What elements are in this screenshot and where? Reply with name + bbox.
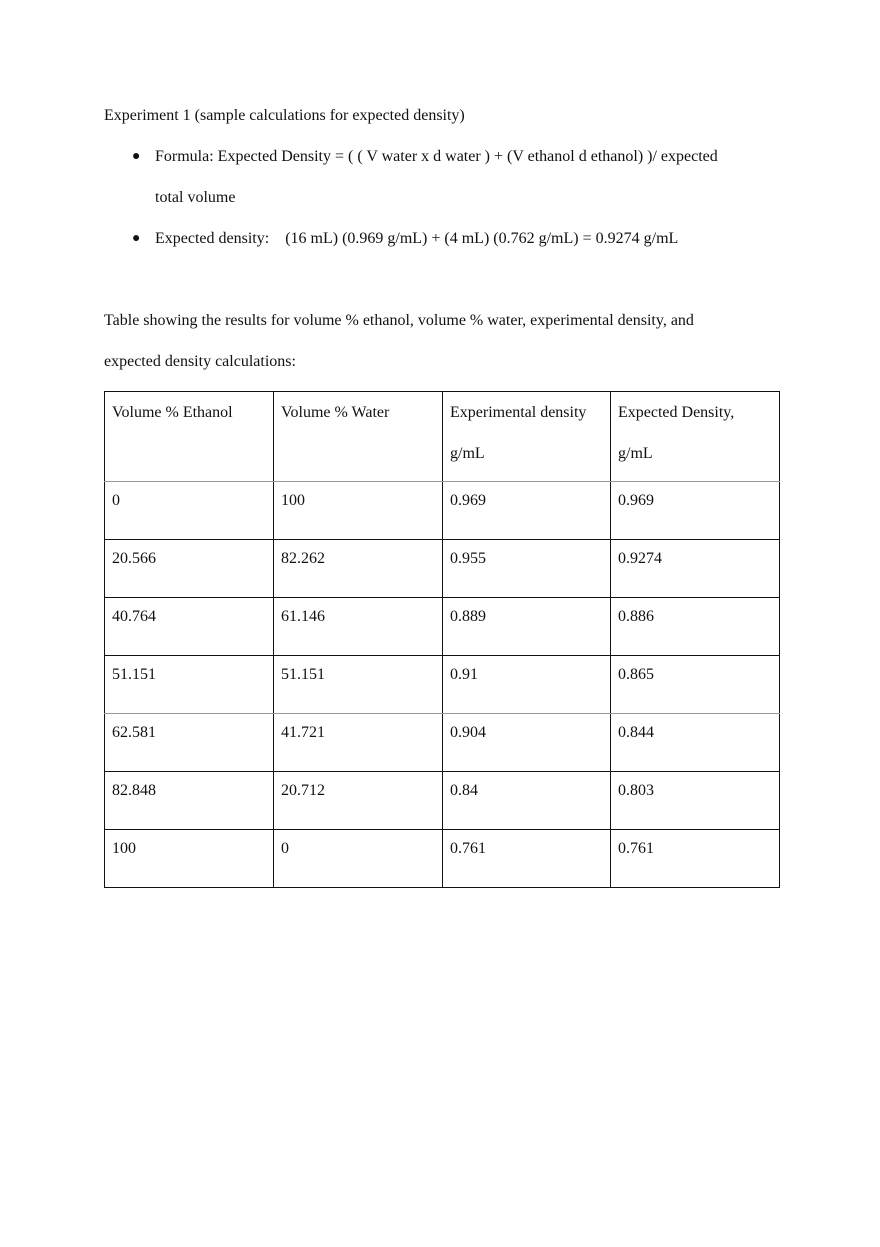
section-heading: Experiment 1 (sample calculations for expected density) [104,107,465,124]
table-cell: 0.865 [611,656,780,714]
header-cell: Volume % Water [274,392,443,482]
table-cell: 0.886 [611,598,780,656]
table-cell: 0.9274 [611,540,780,598]
bullet-icon: ● [132,149,141,164]
table-cell: 0.761 [443,830,611,888]
table-cell: 0 [274,830,443,888]
table-cell: 20.712 [274,772,443,830]
table-cell: 0.969 [611,482,780,540]
table-cell: 0 [105,482,274,540]
table-cell: 0.803 [611,772,780,830]
table-cell: 100 [105,830,274,888]
table-cell: 0.969 [443,482,611,540]
table-cell: 61.146 [274,598,443,656]
table-intro-line2: expected density calculations: [104,353,296,370]
table-cell: 20.566 [105,540,274,598]
table-row [105,482,780,540]
table-cell: 40.764 [105,598,274,656]
table-row [105,656,780,714]
table-row [105,714,780,772]
table-cell: 82.262 [274,540,443,598]
bullet-icon: ● [132,231,141,246]
table-cell: 51.151 [105,656,274,714]
table-cell: 0.84 [443,772,611,830]
formula-text-continued: total volume [155,189,236,206]
table-cell: 82.848 [105,772,274,830]
table-row [105,772,780,830]
table-intro-line1: Table showing the results for volume % ethanol, volume % water, experimental density, and [104,312,694,329]
results-table [104,391,780,888]
header-cell: Expected Density, g/mL [611,392,780,482]
table-cell: 62.581 [105,714,274,772]
header-cell: Volume % Ethanol [105,392,274,482]
table-header-row [105,392,780,482]
table-cell: 41.721 [274,714,443,772]
table-cell: 0.904 [443,714,611,772]
table-cell: 0.889 [443,598,611,656]
table-cell: 100 [274,482,443,540]
table-cell: 0.761 [611,830,780,888]
table-cell: 0.844 [611,714,780,772]
table-cell: 51.151 [274,656,443,714]
table-row [105,830,780,888]
formula-text: Formula: Expected Density = ( ( V water x d water ) + (V ethanol d ethanol) )/ expected [155,148,718,165]
table-row [105,598,780,656]
header-cell: Experimental density g/mL [443,392,611,482]
expected-density-text: Expected density: (16 mL) (0.969 g/mL) + (4 mL) (0.762 g/mL) = 0.9274 g/mL [155,230,679,247]
table-cell: 0.955 [443,540,611,598]
table-row [105,540,780,598]
table-cell: 0.91 [443,656,611,714]
